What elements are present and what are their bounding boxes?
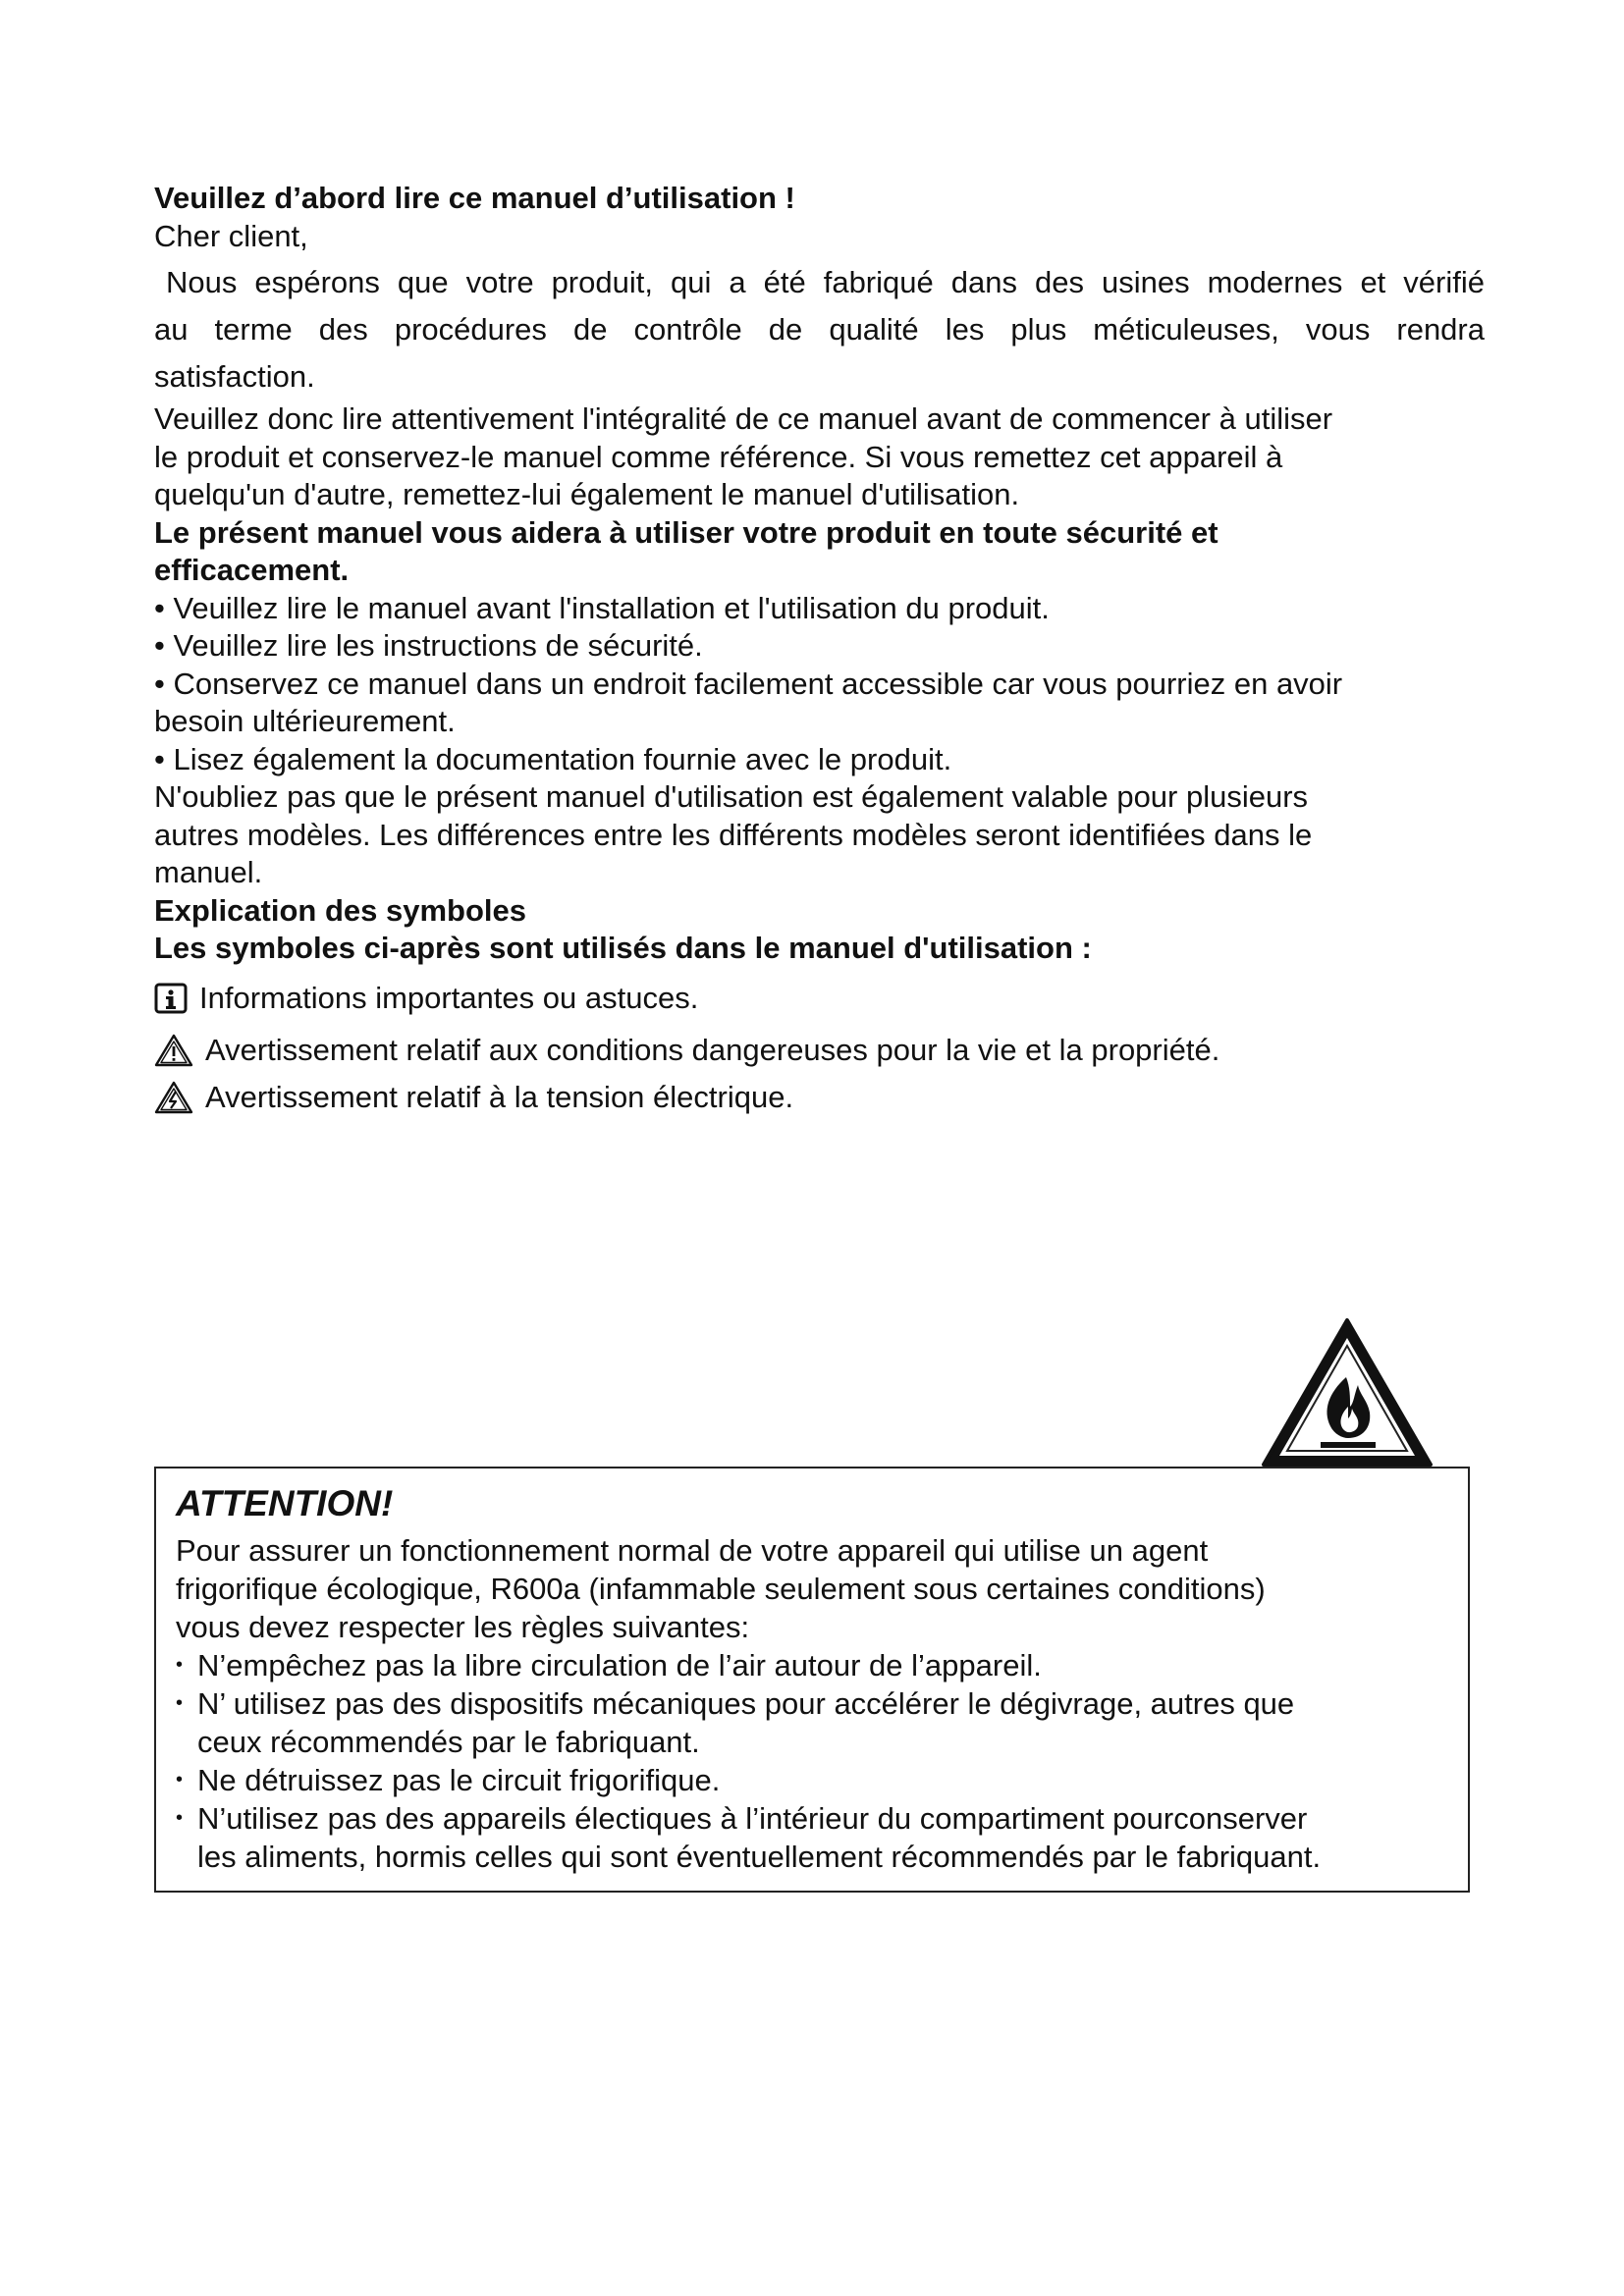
- intro-line: satisfaction.: [154, 359, 315, 394]
- list-item: besoin ultérieurement.: [154, 704, 456, 738]
- read-manual-paragraph: [154, 400, 1485, 514]
- attention-intro-line: frigorifique écologique, R600a (infammable seulement sous certaines conditions): [176, 1572, 1266, 1606]
- rule-line: les aliments, hormis celles qui sont éventuellement récommendés par le fabriquant.: [197, 1840, 1322, 1874]
- note-line: manuel.: [154, 855, 263, 889]
- info-icon: [154, 983, 188, 1014]
- note-line: autres modèles. Les différences entre les différents modèles seront identifiées dans le: [154, 817, 1313, 852]
- note-line: N'oubliez pas que le présent manuel d'utilisation est également valable pour plusieurs: [154, 779, 1309, 814]
- page-heading: Veuillez d’abord lire ce manuel d’utilisation !: [154, 181, 795, 215]
- list-item: [176, 1684, 1448, 1761]
- symbol-label: Informations importantes ou astuces.: [199, 980, 699, 1015]
- symbols-heading: Explication des symboles: [154, 892, 527, 928]
- symbols-subheading: Les symboles ci-après sont utilisés dans le manuel d'utilisation :: [154, 931, 1092, 965]
- list-item: • Veuillez lire les instructions de sécurité.: [154, 628, 703, 663]
- symbol-label: Avertissement relatif aux conditions dangereuses pour la vie et la propriété.: [205, 1032, 1220, 1067]
- rule-line: N’utilisez pas des appareils électiques à l’intérieur du compartiment pourconserver: [197, 1801, 1308, 1836]
- attention-box: [154, 1467, 1470, 1893]
- intro-paragraph: [154, 259, 1485, 400]
- body-line: le produit et conservez-le manuel comme référence. Si vous remettez cet appareil à: [154, 439, 1283, 474]
- help-line: Le présent manuel vous aidera à utiliser votre produit en toute sécurité et: [154, 514, 1218, 550]
- body-line: Veuillez donc lire attentivement l'intégralité de ce manuel avant de commencer à utiliser: [154, 401, 1333, 436]
- bullet-list: [154, 590, 1485, 779]
- list-item: [176, 1761, 1448, 1799]
- help-line: efficacement.: [154, 553, 350, 587]
- flammable-hazard-icon: [1260, 1316, 1435, 1468]
- warning-icon: [154, 1034, 193, 1067]
- rule-line: N’ utilisez pas des dispositifs mécaniques pour accélérer le dégivrage, autres que: [197, 1686, 1295, 1721]
- attention-rules-list: [176, 1646, 1448, 1876]
- symbol-label: Avertissement relatif à la tension électrique.: [205, 1079, 794, 1114]
- help-paragraph: [154, 514, 1485, 590]
- symbol-row-electric: [154, 1079, 1485, 1116]
- greeting: Cher client,: [154, 218, 308, 253]
- electric-warning-icon: [154, 1081, 193, 1114]
- models-note: [154, 778, 1485, 892]
- intro-line: au terme des procédures de contrôle de qualité les plus méticuleuses, vous rendra: [154, 312, 1485, 347]
- symbol-row-info: [154, 980, 1485, 1017]
- rule-line: ceux récommendés par le fabriquant.: [197, 1725, 700, 1759]
- list-item: • Lisez également la documentation fournie avec le produit.: [154, 741, 952, 776]
- symbol-row-warning: [154, 1032, 1485, 1069]
- attention-intro-line: vous devez respecter les règles suivantes:: [176, 1610, 750, 1644]
- rule-line: Ne détruissez pas le circuit frigorifique.: [197, 1763, 721, 1797]
- attention-intro-line: Pour assurer un fonctionnement normal de votre appareil qui utilise un agent: [176, 1533, 1209, 1568]
- list-item: [176, 1646, 1448, 1684]
- manual-page: [154, 180, 1485, 1116]
- list-item: • Conservez ce manuel dans un endroit facilement accessible car vous pourriez en avoir: [154, 666, 1343, 701]
- body-line: quelqu'un d'autre, remettez-lui également le manuel d'utilisation.: [154, 477, 1020, 511]
- list-item: [176, 1799, 1448, 1876]
- list-item: • Veuillez lire le manuel avant l'installation et l'utilisation du produit.: [154, 590, 1050, 625]
- intro-line: Nous espérons que votre produit, qui a été fabriqué dans des usines modernes et vérifié: [166, 265, 1485, 299]
- attention-title: ATTENTION!: [176, 1483, 394, 1523]
- rule-line: N’empêchez pas la libre circulation de l’air autour de l’appareil.: [197, 1648, 1042, 1682]
